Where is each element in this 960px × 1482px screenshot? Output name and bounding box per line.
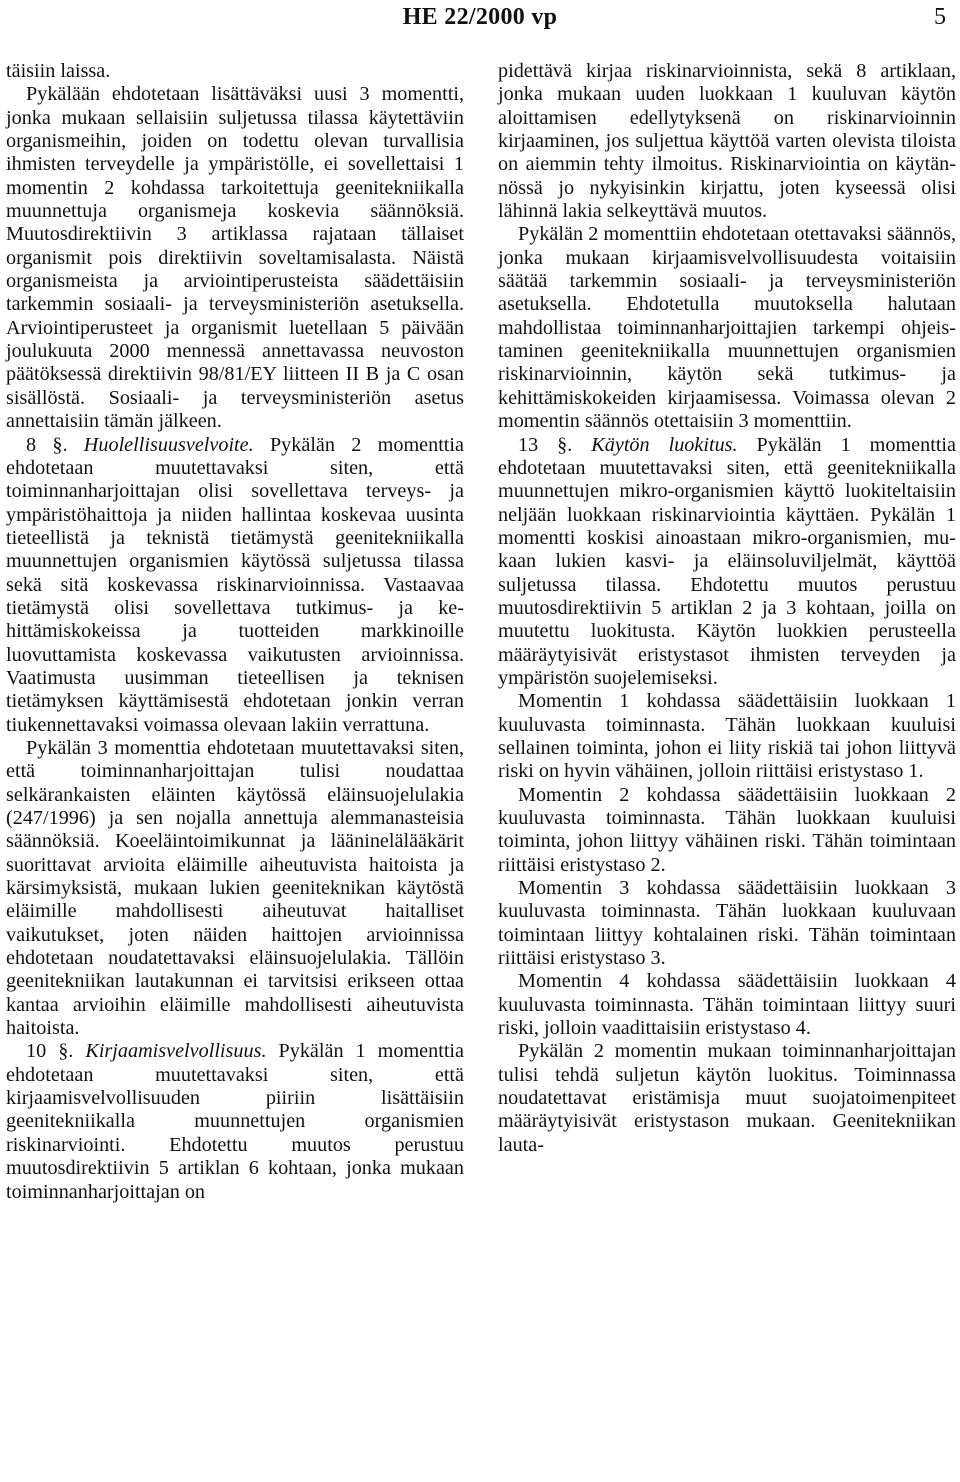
section-text: Pykälän 2 momenttia ehdotetaan muutettavaksi siten, että toiminnanharjoittajan olisi sovellettava terveys- ja ympäristöhaittoja ja niiden hallintaa koskevaa uusinta tieteellistä ja teknistä tietämystä geenitekniikalla muunnettujen organismien käytössä suljetussa tilassa sekä sitä koskevassa riskinarvioinnissa. Vastaavaa tietämystä olisi sovellettava tutkimus- ja kehittämiskokeissa ja tuotteiden markkinoille luovuttamista koskevassa vaikutusten arvioinnissa. Vaatimusta uusimman tieteellisen ja teknisen tietämyksen käyttämisestä ehdotetaan jonkin verran tiukennettavaksi voimassa olevaan lakiin verrattuna. bbox=[6, 433, 464, 736]
page-header bbox=[0, 4, 960, 38]
section-paragraph bbox=[6, 1040, 464, 1203]
section-text: Pykälän 1 momenttia ehdotetaan muutettavaksi siten, että kirjaamisvelvollisuuden piiriin lisättäisiin geenitekniikalla muunnettujen organismien riskinarviointi. Ehdotettu muutos perustuu muutosdirektiivin 5 artiklan 6 kohtaan, jonka mukaan toiminnanharjoittajan on bbox=[6, 1040, 464, 1203]
page-number: 5 bbox=[934, 4, 946, 30]
paragraph: Momentin 3 kohdassa säädettäisiin luokkaan 3 kuuluvasta toiminnasta. Tähän luokkaan kuuluvaan toimintaan liittyy kohtalainen riski. Tähän toimintaan riittäisi eristystaso 3. bbox=[498, 877, 956, 970]
right-column bbox=[498, 60, 956, 1157]
paragraph: Momentin 1 kohdassa säädettäisiin luokkaan 1 kuuluvasta toiminnasta. Tähän luokkaan kuuluisi sellainen toiminta, johon ei liity riskiä tai johon liittyvä riski on hyvin vähäinen, jolloin riittäisi eristystaso 1. bbox=[498, 690, 956, 783]
section-number: 13 §. bbox=[518, 433, 592, 456]
paragraph: pidettävä kirjaa riskinarvioinnista, sekä 8 artiklaan, jonka mukaan uuden luokkaan 1 kuuluvan käytön aloittamisen edellytyksenä on riskinarvioinnin kirjaaminen, jos suljettua käyttöä varten olevista tiloista on aiemmin tehty ilmoitus. Riskinarviointia on käytännössä jo nykyisinkin kirjattu, joten kyseessä olisi lähinnä lakia selkeyttävä muutos. bbox=[498, 60, 956, 223]
left-column bbox=[6, 60, 464, 1204]
section-paragraph bbox=[6, 434, 464, 737]
paragraph: täisiin laissa. bbox=[6, 60, 111, 82]
paragraph: Pykälään ehdotetaan lisättäväksi uusi 3 momentti, jonka mukaan sellaisiin suljetussa tilassa käytettäviin organismeihin, joiden on todettu olevan turvallisia ihmisten terveydelle ja ympäristölle, ei sovellettaisi 1 momentin 2 kohdassa tarkoitettuja geenitekniikalla muunnettuja organismeja koskevia säännöksiä. Muutosdirektiivin 3 artiklassa rajataan tällaiset organismit pois direktiivin soveltamisalasta. Näistä organismeista ja arviointiperusteista säädettäisiin tarkemmin sosiaali- ja terveysministeriön asetuksella. Arviointiperusteet ja organismit luetellaan 5 päivään joulukuuta 2000 mennessä annettavassa neuvoston päätöksessä direktiivin 98/81/EY liitteen II B ja C osan sisällöstä. Sosiaali- ja terveysministeriön asetus annettaisiin tämän jälkeen. bbox=[6, 83, 464, 433]
section-text: Pykälän 1 momenttia ehdotetaan muutettavaksi siten, että geenitekniikalla muunnettujen mikro-organismien käyttö luokiteltaisiin neljään luokkaan riskinarviointia käyttäen. Pykälän 1 momentti koskisi ainoastaan mikro-organismien, mukaan lukien kasvi- ja eläinsoluviljelmät, käyttöä suljetussa tilassa. Ehdotettu muutos perustuu muutosdirektiivin 5 artiklan 2 ja 3 kohtaan, joilla on muutettu luokitusta. Käytön luokkien perusteella määräytyisivät eristystasot ihmisten terveyden ja ympäristön suojelemiseksi. bbox=[498, 433, 956, 689]
section-number: 10 §. bbox=[26, 1040, 86, 1063]
section-title: Käytön luokitus. bbox=[591, 433, 738, 456]
section-number: 8 §. bbox=[26, 433, 84, 456]
paragraph: Momentin 2 kohdassa säädettäisiin luokkaan 2 kuuluvasta toiminnasta. Tähän luokkaan kuuluisi toiminta, johon liittyy vähäinen riski. Tähän toimintaan riittäisi eristystaso 2. bbox=[498, 783, 956, 876]
document-id: HE 22/2000 vp bbox=[402, 4, 558, 30]
paragraph: Pykälän 3 momenttia ehdotetaan muutettavaksi siten, että toiminnanharjoittajan tulisi noudattaa selkärankaisten eläinten käytössä eläinsuojelulakia (247/1996) ja sen nojalla annettuja alemmanasteisia säännöksiä. Koeeläintoimikunnat ja lääninelälääkärit suorittavat arvioita eläimille aiheutuvista haitoista ja kärsimyksistä, mukaan lukien geeniteknikan käytöstä eläimille mahdollisesti aiheutuvat haitalliset vaikutukset, joten näiden haittojen arvioinnissa ehdotetaan noudatettavaksi eläinsuojelulakia. Tällöin geenitekniikan lautakunnan ei tarvitsisi erikseen ottaa kantaa arvioihin eläimille mahdollisesti aiheutuvista haitoista. bbox=[6, 736, 464, 1040]
paragraph: Pykälän 2 momentin mukaan toiminnanharjoittajan tulisi tehdä suljetun käytön luokitus. Toiminnassa noudatettavat eristämisja muut suojatoimenpiteet määräytyisivät eristystason mukaan. Geenitekniikan lauta- bbox=[498, 1040, 956, 1156]
paragraph: Momentin 4 kohdassa säädettäisiin luokkaan 4 kuuluvasta toiminnasta. Tähän toimintaan liittyy suuri riski, jolloin vaadittaisiin eristystaso 4. bbox=[498, 970, 956, 1040]
section-title: Huolellisuusvelvoite. bbox=[83, 433, 254, 456]
section-paragraph bbox=[498, 434, 956, 691]
section-title: Kirjaamisvelvollisuus. bbox=[85, 1040, 267, 1063]
paragraph: Pykälän 2 momenttiin ehdotetaan otettavaksi säännös, jonka mukaan kirjaamisvelvollisuudesta voitaisiin säätää tarkemmin sosiaali- ja terveysministeriön asetuksella. Ehdotetulla muutoksella halutaan mahdollistaa toiminnanharjoittajien tarkempi ohjeistaminen geenitekniikalla muunnettujen organismien riskinarvioinnin, käytön sekä tutkimus- ja kehittämiskokeiden kirjaamisessa. Voimassa olevan 2 momentin säännös otettaisiin 3 momenttiin. bbox=[498, 223, 956, 433]
